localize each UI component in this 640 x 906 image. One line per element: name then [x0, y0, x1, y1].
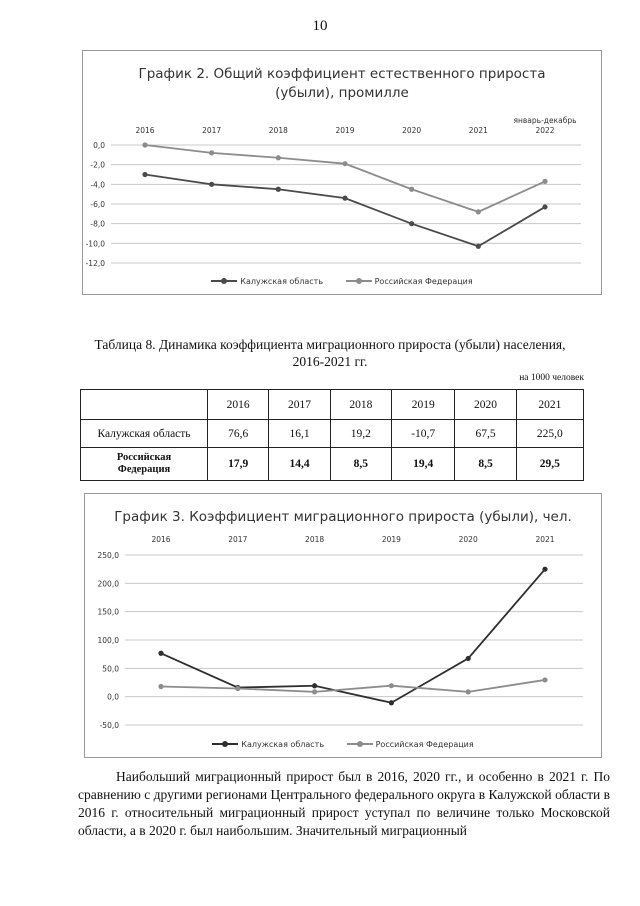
data-point: [158, 684, 163, 689]
y-tick-label: 100,0: [97, 636, 119, 645]
table-row-label-line1: Российская: [116, 452, 172, 463]
table-row: [81, 448, 584, 481]
legend-line-marker-icon: [346, 280, 372, 282]
table-cell: 19,2: [330, 420, 391, 448]
x-tick-label: 2021: [535, 535, 555, 544]
series-line: [145, 145, 545, 212]
table-header-cell: 2017: [269, 390, 330, 420]
table-cell: 76,6: [208, 420, 269, 448]
chart-title-line1: График 2. Общий коэффициент естественного прироста: [138, 66, 546, 82]
y-tick-label: -12,0: [85, 259, 105, 268]
table-header-cell: 2016: [208, 390, 269, 420]
data-point: [276, 187, 281, 192]
migration-table: [80, 389, 584, 481]
x-tick-label: 2017: [228, 535, 248, 544]
legend-item-russia: [347, 740, 474, 749]
data-point: [142, 142, 147, 147]
table-row-label-line2: Федерация: [117, 464, 171, 475]
data-point: [142, 172, 147, 177]
migration-plot: [85, 494, 601, 757]
y-tick-label: -10,0: [85, 239, 105, 249]
x-tick-label: 2022: [535, 126, 555, 135]
paragraph-text: Наибольший миграционный прирост был в 2016, 2020 гг., и особенно в 2021 г. По сравнению с другими регионами Центрального федерального округа в Калужской области в 2016 г. относительный миграционный прирост уступал по величине только Московской области, а в 2020 г. был наибольшим. Значительный миграционный: [78, 769, 610, 838]
table-cell: 67,5: [455, 420, 516, 448]
natural-growth-chart: [82, 50, 602, 295]
legend-label: Калужская область: [240, 276, 324, 286]
table-caption: [60, 336, 600, 370]
migration-chart: [84, 493, 602, 758]
table-row-label: [81, 448, 208, 481]
legend-item-kaluga: [211, 277, 323, 286]
legend-line-marker-icon: [347, 743, 373, 745]
table-header-row: [81, 390, 584, 420]
x-tick-label: 2016: [151, 535, 171, 544]
data-point: [542, 567, 547, 572]
data-point: [235, 686, 240, 691]
table-header-cell: 2021: [516, 390, 583, 420]
y-tick-label: -8,0: [90, 219, 105, 229]
table-cell: 14,4: [269, 448, 330, 481]
data-point: [389, 683, 394, 688]
series-line: [145, 175, 545, 247]
legend-label: Российская Федерация: [374, 276, 473, 286]
x-tick-label: 2016: [135, 126, 155, 135]
data-point: [312, 683, 317, 688]
table-cell: 17,9: [208, 448, 269, 481]
data-point: [466, 656, 471, 661]
table-cell: 16,1: [269, 420, 330, 448]
series-line: [161, 680, 545, 692]
x-tick-label: 2021: [468, 126, 488, 135]
y-tick-label: -2,0: [90, 160, 105, 170]
data-point: [342, 196, 347, 201]
body-paragraph: [78, 768, 610, 840]
x-tick-label: январь-декабрь: [513, 116, 577, 125]
table-header-cell: 2018: [330, 390, 391, 420]
legend-label: Калужская область: [241, 739, 325, 749]
y-tick-label: 0,0: [93, 141, 105, 150]
data-point: [542, 677, 547, 682]
legend-line-marker-icon: [212, 743, 238, 745]
table-cell: 8,5: [330, 448, 391, 481]
table-cell: 29,5: [516, 448, 583, 481]
data-point: [409, 221, 414, 226]
data-point: [276, 155, 281, 160]
x-tick-label: 2020: [402, 126, 422, 135]
table-row: [81, 420, 584, 448]
data-point: [542, 179, 547, 184]
data-point: [476, 209, 481, 214]
table-cell: 225,0: [516, 420, 583, 448]
table-unit: на 1000 человек: [519, 373, 584, 383]
data-point: [209, 182, 214, 187]
table-header-cell: 2019: [392, 390, 455, 420]
table-cell: -10,7: [392, 420, 455, 448]
natural-growth-plot: [83, 51, 601, 294]
x-tick-label: 2019: [381, 535, 401, 544]
table-caption-line2: 2016-2021 гг.: [292, 354, 368, 369]
table-cell: 8,5: [455, 448, 516, 481]
page-number: 10: [312, 18, 328, 34]
data-point: [409, 187, 414, 192]
table-header-cell: 2020: [455, 390, 516, 420]
data-point: [389, 700, 394, 705]
series-line: [161, 569, 545, 703]
data-point: [342, 161, 347, 166]
legend-item-russia: [346, 277, 473, 286]
data-point: [312, 689, 317, 694]
table-corner-cell: [81, 390, 208, 420]
y-tick-label: 150,0: [97, 607, 119, 617]
legend-label: Российская Федерация: [375, 739, 474, 749]
chart-title: График 3. Коэффициент миграционного прироста (убыли), чел.: [114, 509, 572, 525]
x-tick-label: 2018: [305, 535, 325, 544]
data-point: [466, 689, 471, 694]
x-tick-label: 2020: [458, 535, 478, 544]
x-tick-label: 2017: [202, 126, 222, 135]
table-row-label: Калужская область: [81, 420, 208, 448]
y-tick-label: -4,0: [90, 180, 105, 190]
data-point: [158, 651, 163, 656]
data-point: [209, 150, 214, 155]
y-tick-label: 50,0: [102, 664, 119, 674]
legend-line-marker-icon: [211, 280, 237, 282]
chart-legend: [83, 275, 601, 286]
y-tick-label: -50,0: [99, 721, 119, 730]
table-caption-line1: Таблица 8. Динамика коэффициента миграционного прироста (убыли) населения,: [94, 337, 566, 352]
chart-legend: [85, 738, 601, 749]
x-tick-label: 2019: [335, 126, 355, 135]
y-tick-label: 0,0: [107, 692, 119, 702]
chart-title-line2: (убыли), промилле: [275, 85, 409, 101]
legend-item-kaluga: [212, 740, 324, 749]
data-point: [542, 204, 547, 209]
table-cell: 19,4: [392, 448, 455, 481]
y-tick-label: -6,0: [90, 200, 105, 209]
y-tick-label: 250,0: [97, 551, 119, 560]
data-point: [476, 244, 481, 249]
x-tick-label: 2018: [268, 126, 288, 135]
y-tick-label: 200,0: [97, 579, 119, 589]
